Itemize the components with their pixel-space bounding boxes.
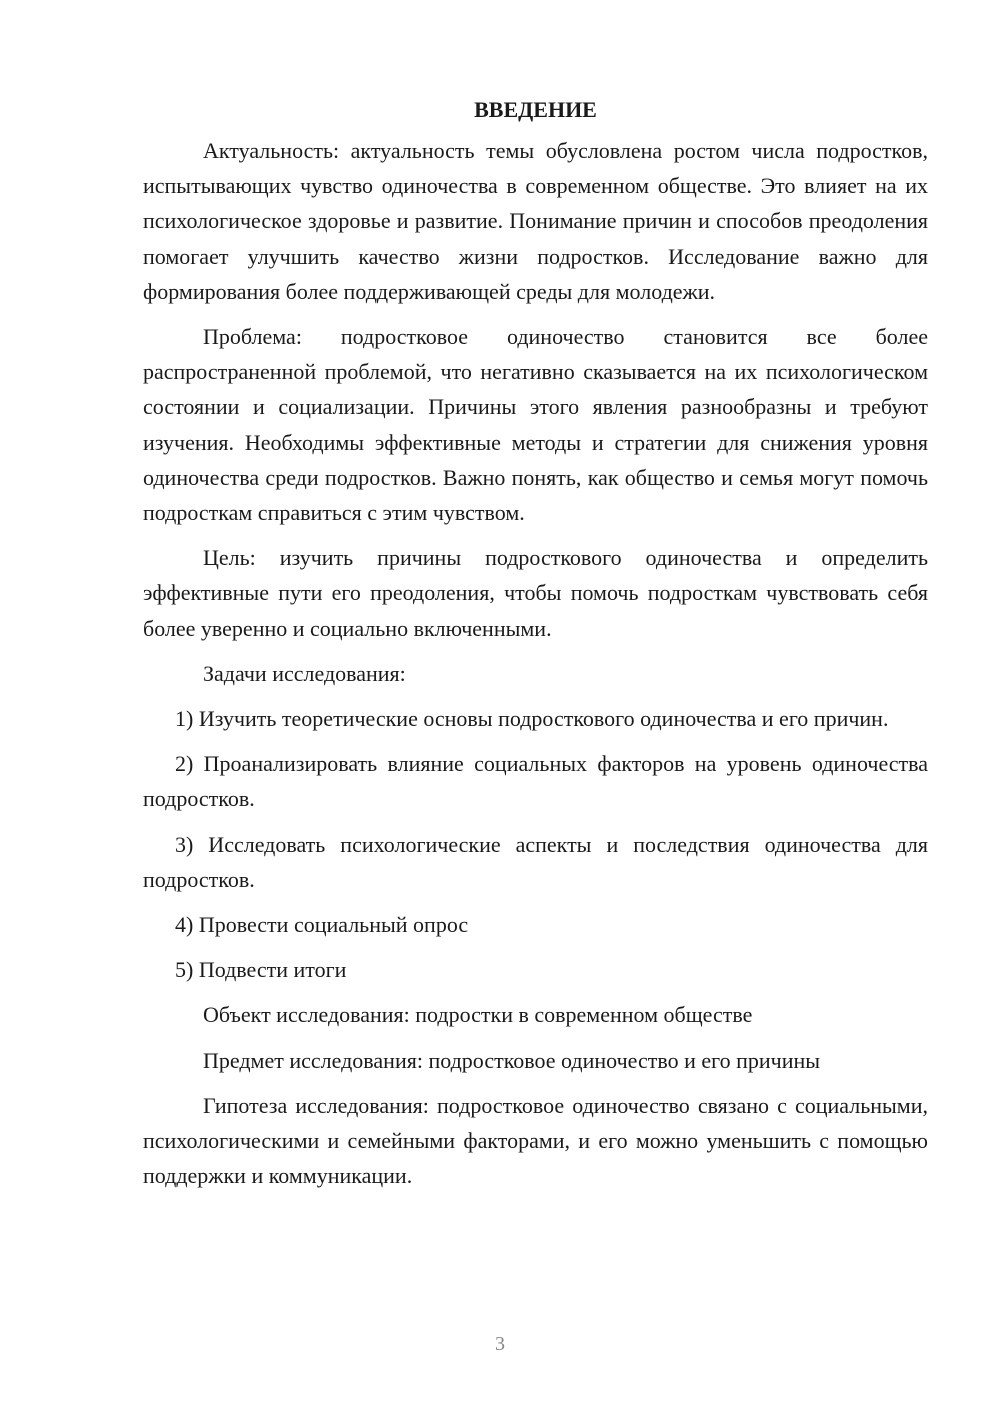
task-item: 4) Провести социальный опрос bbox=[175, 912, 469, 938]
task-item: 2) Проанализировать влияние социальных факторов на уровень одиночества подростков. bbox=[143, 751, 928, 812]
document-page bbox=[143, 92, 928, 1203]
goal-paragraph: Цель: изучить причины подросткового одиночества и определить эффективные пути его преодоления, чтобы помочь подросткам чувствовать себя более уверенно и социально включенными. bbox=[143, 545, 928, 641]
hypothesis-paragraph: Гипотеза исследования: подростковое одиночество связано с социальными, психологическими и семейными факторами, и его можно уменьшить с помощью поддержки и коммуникации. bbox=[143, 1092, 928, 1189]
task-item: 1) Изучить теоретические основы подросткового одиночества и его причин. bbox=[175, 706, 889, 732]
task-item: 5) Подвести итоги bbox=[175, 957, 347, 983]
tasks-heading: Задачи исследования: bbox=[203, 660, 406, 686]
page-number: 3 bbox=[495, 1333, 505, 1355]
task-item: 3) Исследовать психологические аспекты и последствия одиночества для подростков. bbox=[143, 831, 928, 892]
relevance-paragraph: Актуальность: актуальность темы обусловлена ростом числа подростков, испытывающих чувство одиночества в современном обществе. Это влияет на их психологическое здоровье и развитие. Понимание причин и способов преодоления помогает улучшить качество жизни подростков. Исследование важно для формирования более поддерживающей среды для молодежи. bbox=[143, 138, 928, 304]
problem-paragraph: Проблема: подростковое одиночество становится все более распространенной проблемой, что негативно сказывается на их психологическом состоянии и социализации. Причины этого явления разнообразны и требуют изучения. Необходимы эффективные методы и стратегии для снижения уровня одиночества среди подростков. Важно понять, как общество и семья могут помочь подросткам справиться с этим чувством. bbox=[143, 324, 928, 526]
object-paragraph: Объект исследования: подростки в современном обществе bbox=[203, 1002, 753, 1028]
page-title: ВВЕДЕНИЕ bbox=[474, 97, 597, 122]
subject-paragraph: Предмет исследования: подростковое одиночество и его причины bbox=[203, 1047, 821, 1073]
